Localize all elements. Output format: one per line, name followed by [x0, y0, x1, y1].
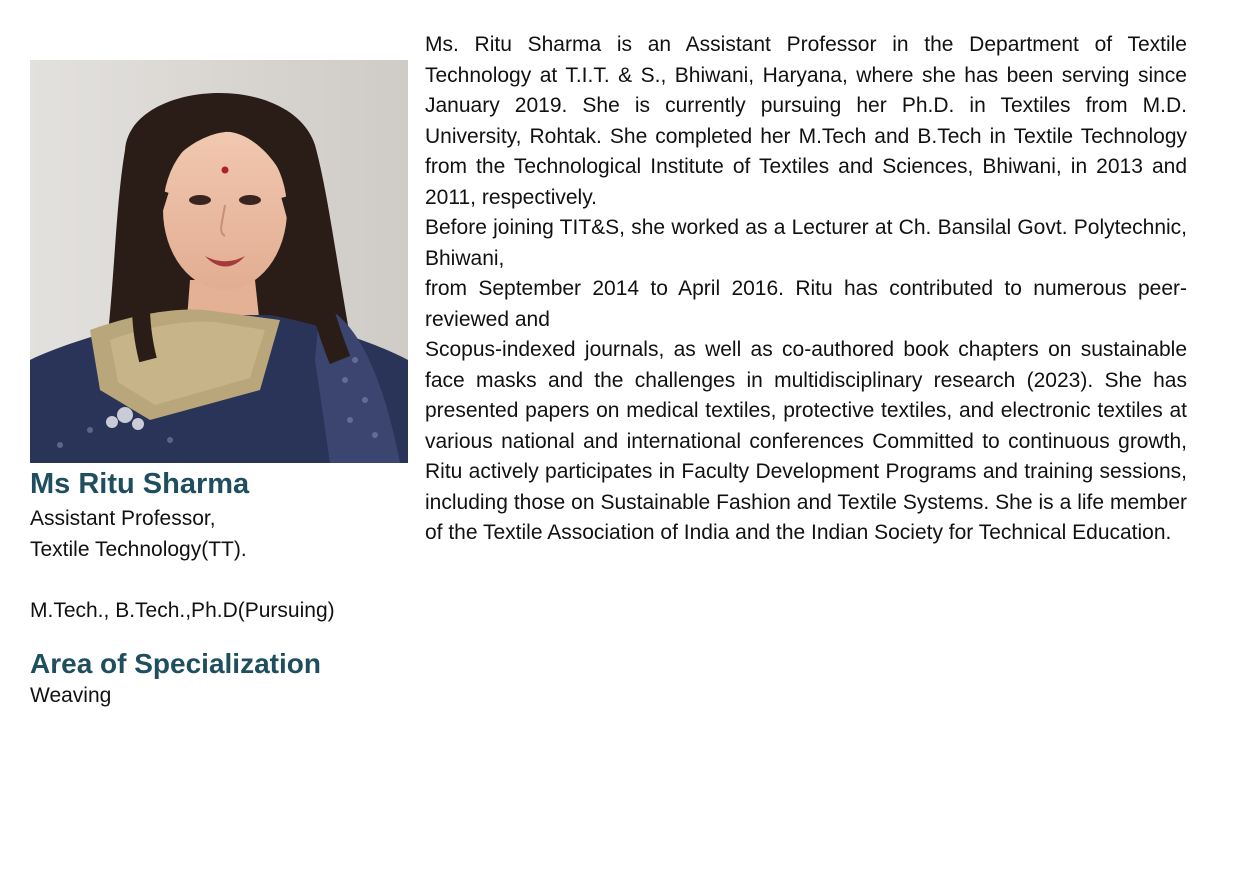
qualifications: M.Tech., B.Tech.,Ph.D(Pursuing): [30, 599, 335, 622]
specialization-heading: Area of Specialization: [30, 648, 321, 679]
bio-paragraph-3: from September 2014 to April 2016. Ritu has contributed to numerous peer-reviewed and: [425, 277, 1187, 331]
bio-paragraph-1: Ms. Ritu Sharma is an Assistant Professor in the Department of Textile Technology at T.I.T. & S., Bhiwani, Haryana, where she has been serving since January 2019. She is currently pursuing her Ph.D. in Textiles from M.D. University, Rohtak. She completed her M.Tech and B.Tech in Textile Technology from the Technological Institute of Textiles and Sciences, Bhiwani, in 2013 and 2011, respectively.: [425, 33, 1187, 209]
profile-info: [30, 465, 415, 711]
profile-photo: [30, 60, 408, 463]
biography: [425, 30, 1187, 549]
bio-paragraph-4: Scopus-indexed journals, as well as co-authored book chapters on sustainable face masks and the challenges in multidisciplinary research (2023). She has presented papers on medical textiles, protective textiles, and electronic textiles at various national and international conferences Committed to continuous growth, Ritu actively participates in Faculty Development Programs and training sessions, including those on Sustainable Fashion and Textile Systems. She is a life member of the Textile Association of India and the Indian Society for Technical Education.: [425, 338, 1187, 544]
specialization-value: Weaving: [30, 684, 112, 707]
spacer: [30, 565, 415, 595]
profile-name: Ms Ritu Sharma: [30, 468, 250, 500]
designation: Assistant Professor,: [30, 507, 216, 530]
department: Textile Technology(TT).: [30, 538, 247, 561]
bio-paragraph-2: Before joining TIT&S, she worked as a Lecturer at Ch. Bansilal Govt. Polytechnic, Bhiwani,: [425, 216, 1187, 270]
portrait-image: [30, 60, 408, 463]
